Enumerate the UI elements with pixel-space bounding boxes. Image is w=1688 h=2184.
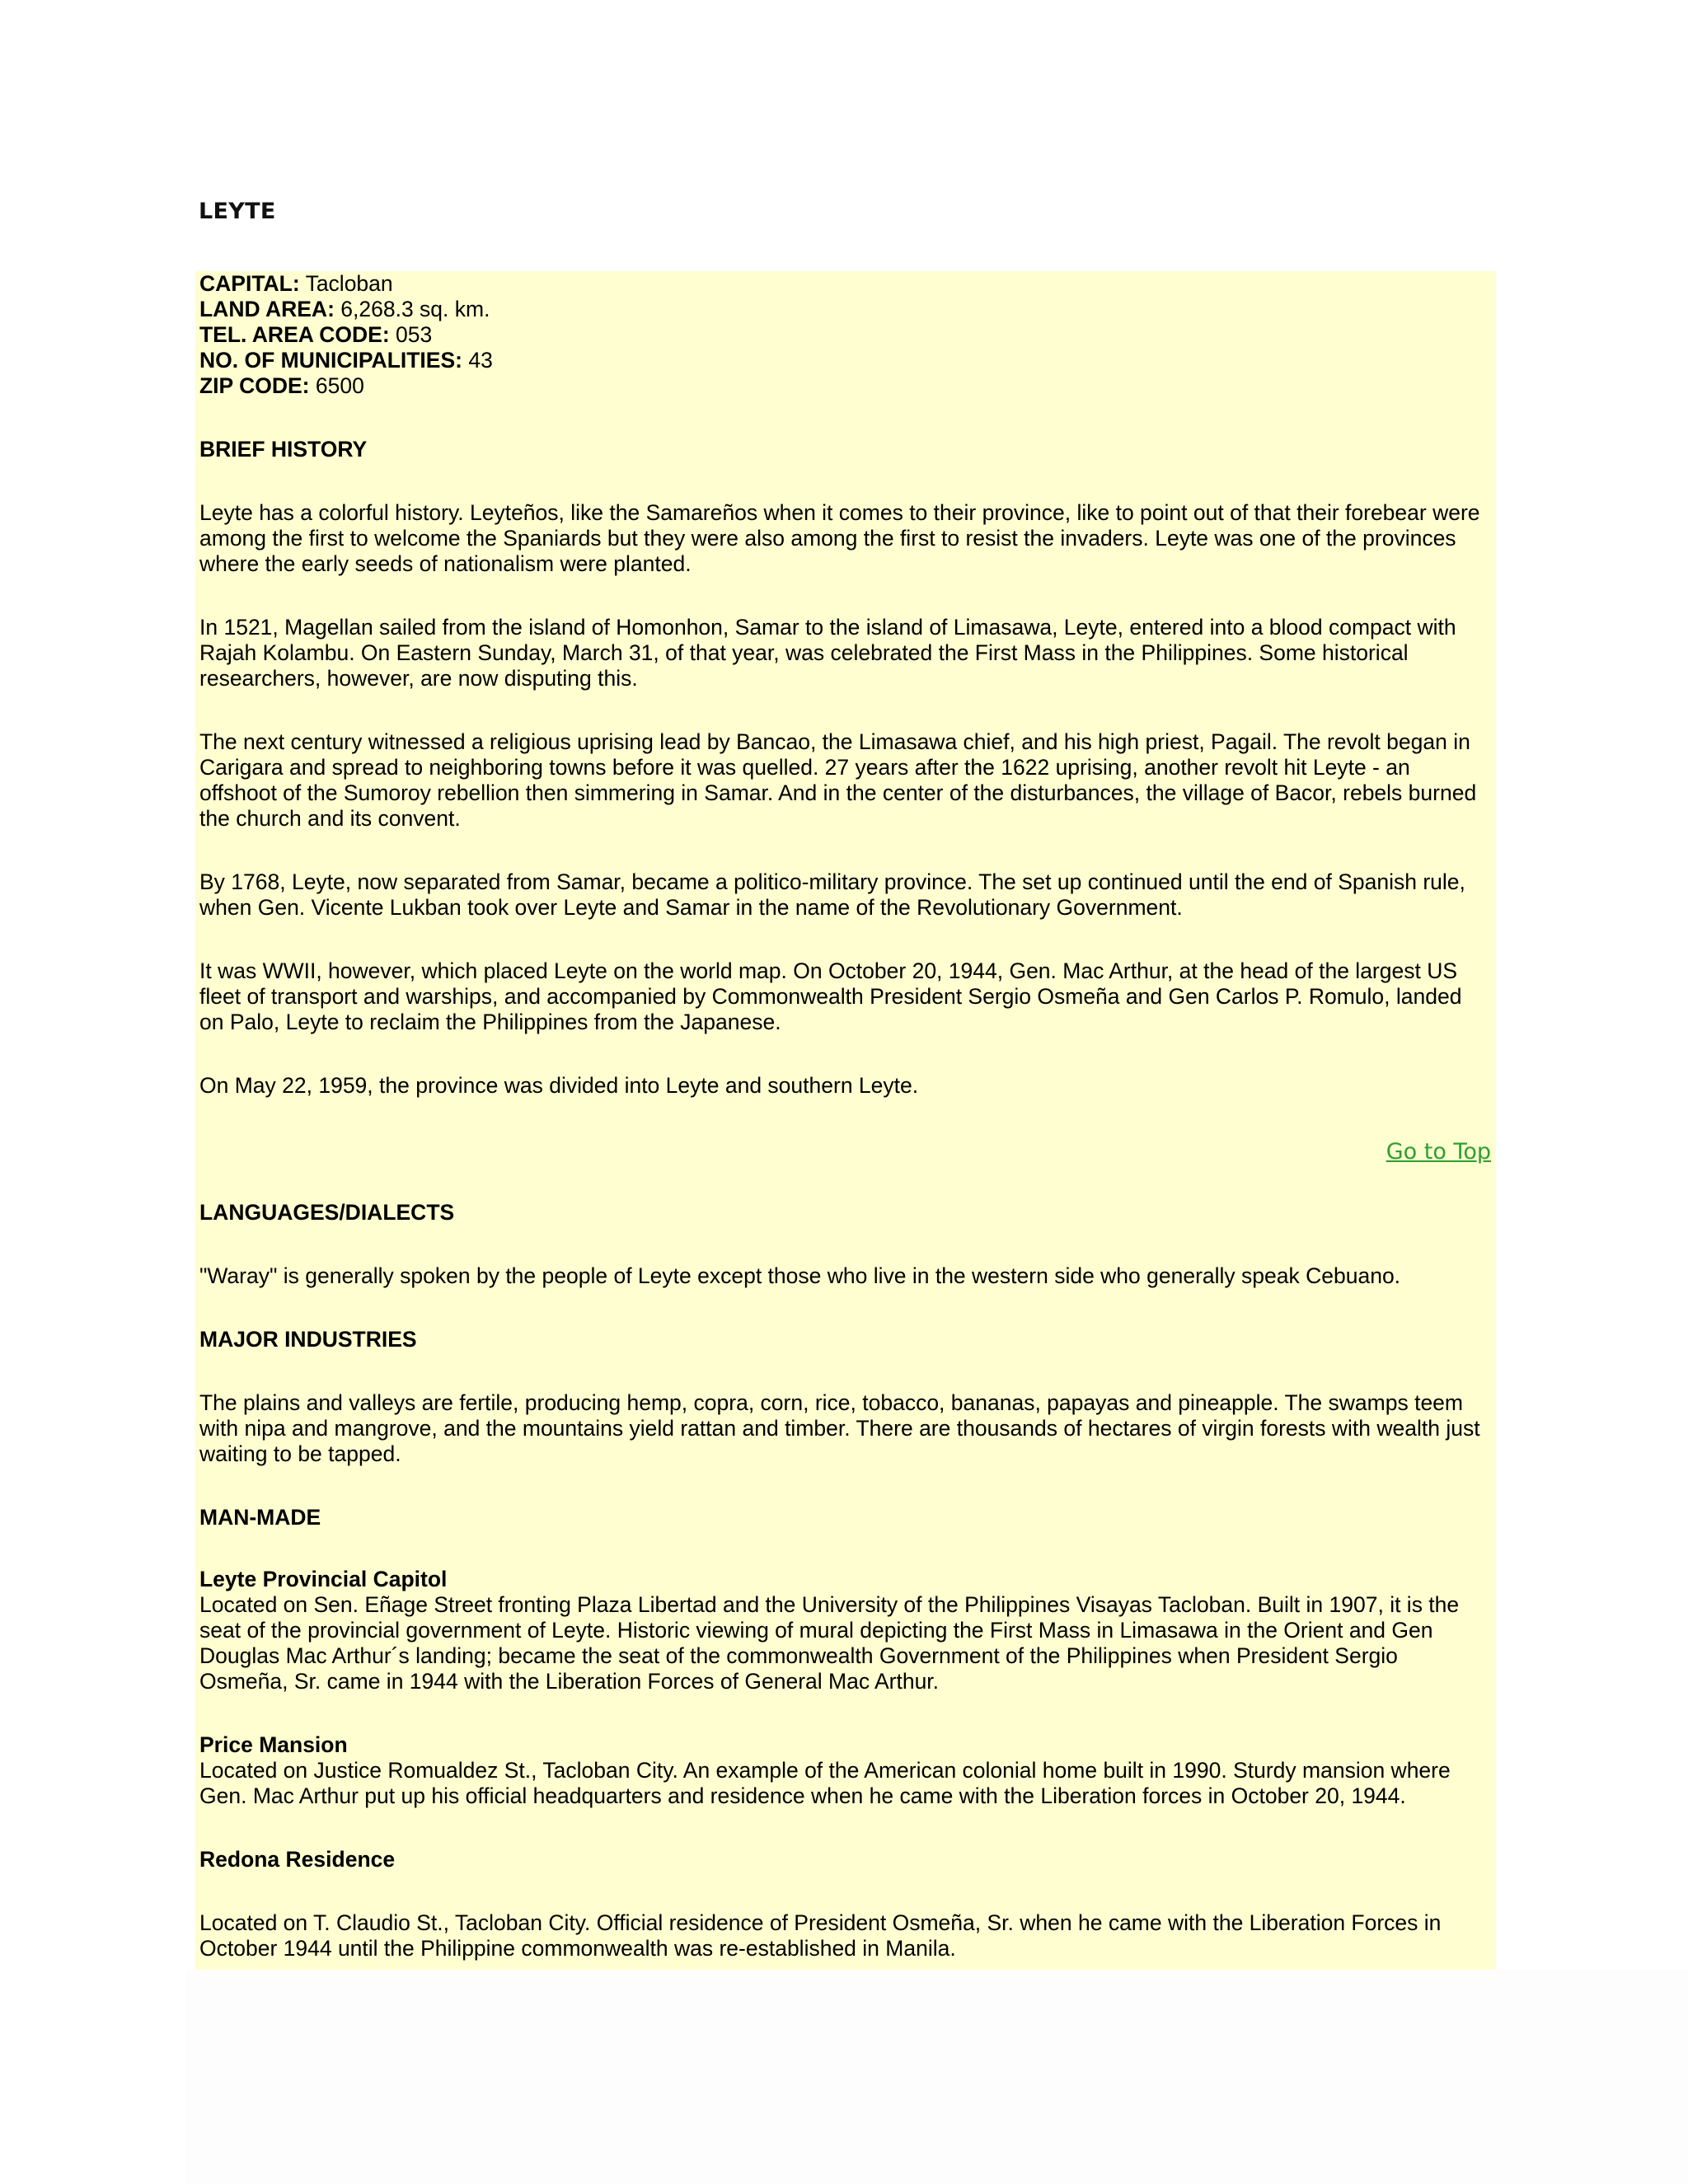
history-paragraph: The next century witnessed a religious uprising lead by Bancao, the Limasawa chief, and his high priest, Pagail. The revolt began in Carigara and spread to neighboring towns before it was quelled. 27 years after the 1622 uprising, another revolt hit Leyte - an offshoot of the Sumoroy rebellion then simmering in Samar. And in the center of the disturbances, the village of Bacor, rebels burned the church and its convent. — [199, 729, 1477, 831]
fact-label: TEL. AREA CODE: — [199, 322, 390, 347]
attraction-description: Located on Justice Romualdez St., Tacloban City. An example of the American colonial home built in 1990. Sturdy mansion where Gen. Mac Arthur put up his official headquarters and residence when he came with the Liberation forces in October 20, 1944. — [199, 1758, 1451, 1808]
fact-land-area — [199, 297, 1496, 322]
fact-label: LAND AREA: — [199, 297, 335, 321]
history-paragraph: By 1768, Leyte, now separated from Samar, became a politico-military province. The set up continued until the end of Spanish rule, when Gen. Vicente Lukban took over Leyte and Samar in the name of the Revolutionary Government. — [199, 869, 1465, 920]
fact-list — [199, 271, 1496, 399]
history-paragraph: On May 22, 1959, the province was divided into Leyte and southern Leyte. — [199, 1073, 919, 1098]
attraction-description: Located on Sen. Eñage Street fronting Plaza Libertad and the University of the Philippines Visayas Tacloban. Built in 1907, it is the seat of the provincial government of Leyte. Historic viewing of mural depicting the First Mass in Limasawa in the Orient and Gen Douglas Mac Arthur´s landing; became the seat of the commonwealth Government of the Philippines when President Sergio Osmeña, Sr. came in 1944 with the Liberation Forces of General Mac Arthur. — [199, 1592, 1460, 1694]
fact-zip-code — [199, 373, 1496, 399]
fact-value: Tacloban — [299, 271, 393, 296]
fact-label: ZIP CODE: — [199, 373, 310, 398]
fact-value: 6,268.3 sq. km. — [334, 297, 490, 321]
page-bottom-shade — [185, 1970, 1688, 2184]
fact-tel-area-code — [199, 322, 1496, 348]
fact-value: 053 — [389, 322, 433, 347]
history-paragraph: In 1521, Magellan sailed from the island of Homonhon, Samar to the island of Limasawa, Leyte, entered into a blood compact with Rajah Kolambu. On Eastern Sunday, March 31, of that year, was celebrated the First Mass in the Philippines. Some historical researchers, however, are now disputing this. — [199, 615, 1456, 691]
industries-paragraph: The plains and valleys are fertile, producing hemp, copra, corn, rice, tobacco, bananas, papayas and pineapple. The swamps teem with nipa and mangrove, and the mountains yield rattan and timber. There are thousands of hectares of virgin forests with wealth just waiting to be tapped. — [199, 1390, 1480, 1466]
fact-value: 6500 — [309, 373, 364, 398]
fact-municipalities — [199, 348, 1496, 373]
fact-capital — [199, 271, 1496, 297]
history-heading: BRIEF HISTORY — [199, 437, 368, 462]
attraction-title: Price Mansion — [199, 1732, 348, 1757]
history-paragraph: It was WWII, however, which placed Leyte on the world map. On October 20, 1944, Gen. Mac Arthur, at the head of the largest US fleet of transport and warships, and accompanied by Commonwealth President Sergio Osmeña and Gen Carlos P. Romulo, landed on Palo, Leyte to reclaim the Philippines from the Japanese. — [199, 958, 1462, 1034]
province-content — [195, 271, 1496, 1970]
man-made-heading: MAN-MADE — [199, 1505, 321, 1530]
languages-heading: LANGUAGES/DIALECTS — [199, 1200, 455, 1225]
industries-heading: MAJOR INDUSTRIES — [199, 1327, 417, 1352]
fact-label: NO. OF MUNICIPALITIES: — [199, 348, 462, 373]
page-title: LEYTE — [199, 199, 276, 224]
attraction-title: Leyte Provincial Capitol — [199, 1567, 448, 1591]
fact-label: CAPITAL: — [199, 271, 300, 296]
go-to-top-link[interactable]: Go to Top — [1386, 1139, 1491, 1165]
attraction-description: Located on T. Claudio St., Tacloban City. Official residence of President Osmeña, Sr. when he came with the Liberation Forces in October 1944 until the Philippine commonwealth was re-established in Manila. — [199, 1910, 1442, 1961]
fact-value: 43 — [462, 348, 493, 373]
attraction-title: Redona Residence — [199, 1847, 396, 1872]
languages-paragraph: "Waray" is generally spoken by the people of Leyte except those who live in the western side who generally speak Cebuano. — [199, 1263, 1401, 1288]
go-to-top-row — [199, 1139, 1496, 1167]
history-paragraph: Leyte has a colorful history. Leyteños, like the Samareños when it comes to their province, like to point out of that their forebear were among the first to welcome the Spaniards but they were also among the first to resist the invaders. Leyte was one of the provinces where the early seeds of nationalism were planted. — [199, 500, 1480, 576]
